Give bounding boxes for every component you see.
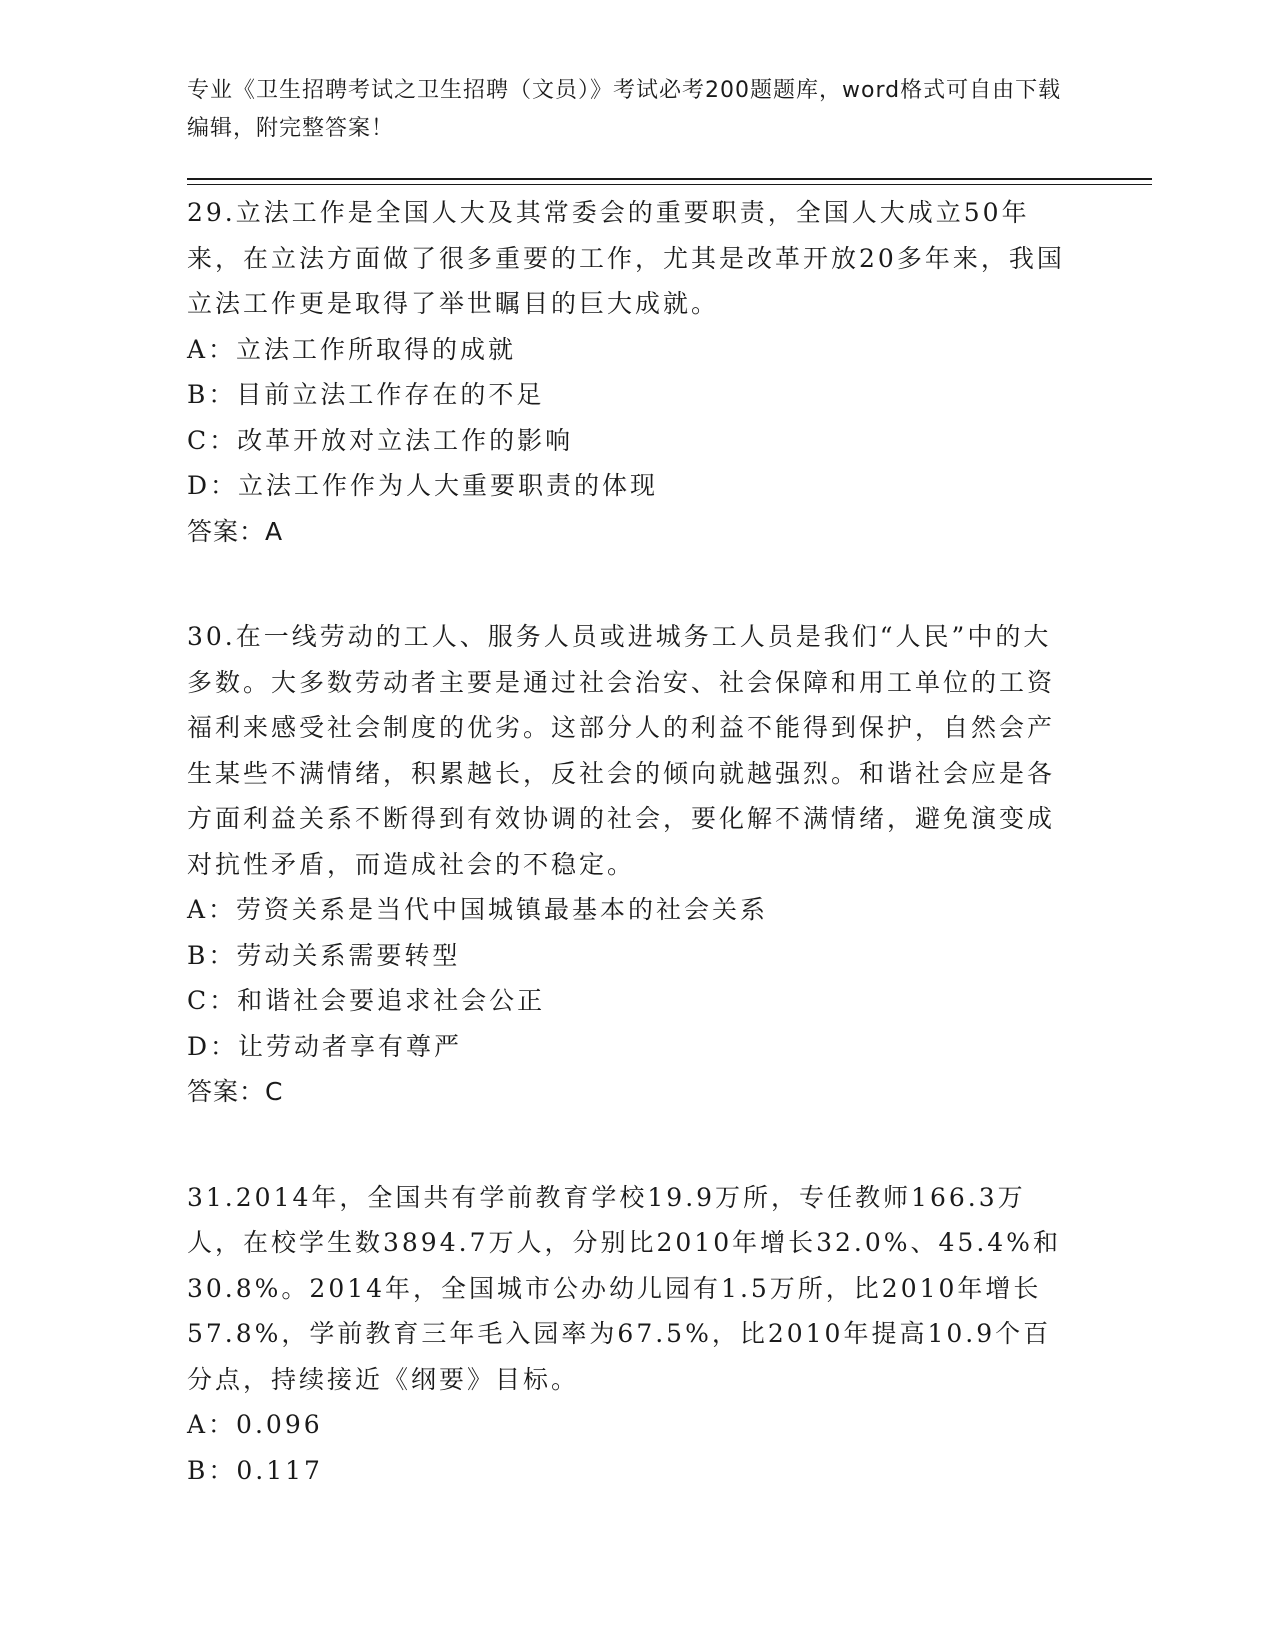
- header-divider-thick: [187, 178, 1152, 180]
- question-stem: 31.2014年，全国共有学前教育学校19.9万所，专任教师166.3万人，在校学生数3894.7万人，分别比2010年增长32.0%、45.4%和30.8%。2014年，全国城市公办幼儿园有1.5万所，比2010年增长57.8%，学前教育三年毛入园率为67.5%，比2010年提高10.9个百分点，持续接近《纲要》目标。: [187, 1182, 1061, 1394]
- option-c: C：改革开放对立法工作的影响: [187, 425, 574, 455]
- option-c: C：和谐社会要追求社会公正: [187, 986, 546, 1015]
- question-31: [187, 1175, 1077, 1494]
- question-stem: 29.立法工作是全国人大及其常委会的重要职责，全国人大成立50年来，在立法方面做了很多重要的工作，尤其是改革开放20多年来，我国立法工作更是取得了举世瞩目的巨大成就。: [187, 198, 1065, 318]
- option-d: D：让劳动者享有尊严: [187, 1031, 463, 1061]
- question-spacer: [187, 554, 1077, 614]
- option-a: A：0.096: [187, 1410, 323, 1439]
- option-b: B：目前立法工作存在的不足: [187, 380, 545, 409]
- document-header: 专业《卫生招聘考试之卫生招聘（文员）》考试必考200题题库，word格式可自由下载编辑，附完整答案！: [187, 78, 1062, 141]
- question-29: [187, 190, 1077, 554]
- question-list: [187, 190, 1077, 1493]
- header-divider-thin: [187, 184, 1152, 185]
- option-b: B：劳动关系需要转型: [187, 940, 461, 970]
- option-b: B：0.117: [187, 1455, 323, 1485]
- answer-line: 答案：C: [187, 1077, 284, 1106]
- question-stem: 30.在一线劳动的工人、服务人员或进城务工人员是我们“人民”中的大多数。大多数劳动者主要是通过社会治安、社会保障和用工单位的工资福利来感受社会制度的优劣。这部分人的利益不能得到保护，自然会产生某些不满情绪，积累越长，反社会的倾向就越强烈。和谐社会应是各方面利益关系不断得到有效协调的社会，要化解不满情绪，避免演变成对抗性矛盾，而造成社会的不稳定。: [187, 622, 1056, 879]
- answer-line: 答案：A: [187, 516, 284, 546]
- question-30: [187, 614, 1077, 1115]
- option-a: A：立法工作所取得的成就: [187, 334, 517, 364]
- option-a: A：劳资关系是当代中国城镇最基本的社会关系: [187, 895, 769, 924]
- question-spacer: [187, 1115, 1077, 1175]
- option-d: D：立法工作作为人大重要职责的体现: [187, 471, 659, 500]
